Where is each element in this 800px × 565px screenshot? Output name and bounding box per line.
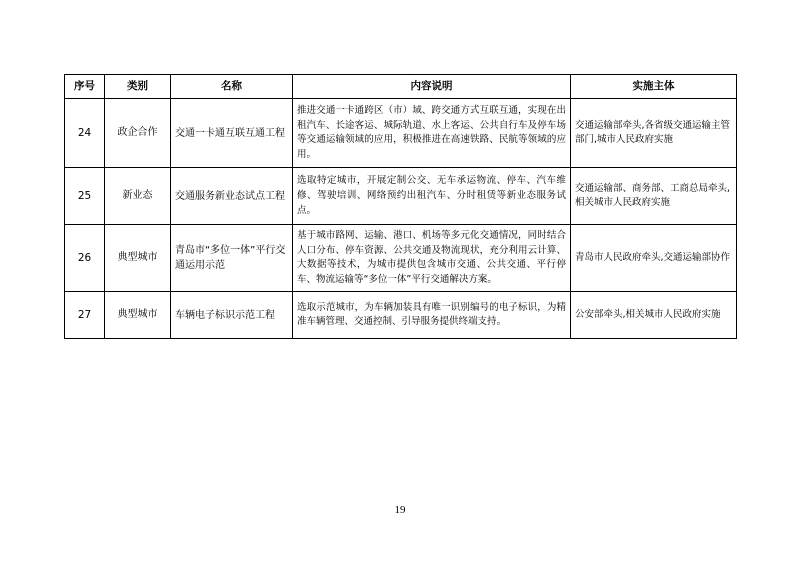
cell-implementing-body: 公安部牵头,相关城市人民政府实施 [571, 292, 737, 339]
cell-name: 交通服务新业态试点工程 [171, 168, 293, 225]
table-row [65, 225, 737, 292]
cell-description: 选取示范城市，为车辆加装具有唯一识别编号的电子标识，为精准车辆管理、交通控制、引导服务提供终端支持。 [293, 292, 571, 339]
cell-description: 基于城市路网、运输、港口、机场等多元化交通情况，同时结合人口分布、停车资源、公共交通及物流现状，充分利用云计算、大数据等技术，为城市提供包含城市交通、公共交通、平行停车、物流运输等“多位一体”平行交通解决方案。 [293, 225, 571, 292]
cell-description: 选取特定城市，开展定制公交、无车承运物流、停车、汽车维修、驾驶培训、网络预约出租汽车、分时租赁等新业态服务试点。 [293, 168, 571, 225]
header-cell-description: 内容说明 [293, 75, 571, 99]
table-row [65, 168, 737, 225]
cell-implementing-body: 青岛市人民政府牵头,交通运输部协作 [571, 225, 737, 292]
cell-category: 政企合作 [105, 99, 171, 168]
cell-implementing-body: 交通运输部牵头,各省级交通运输主管部门,城市人民政府实施 [571, 99, 737, 168]
cell-description: 推进交通一卡通跨区（市）域、跨交通方式互联互通，实现在出租汽车、长途客运、城际轨道、水上客运、公共自行车及停车场等交通运输领域的应用，积极推进在高速铁路、民航等领域的应用。 [293, 99, 571, 168]
cell-name: 交通一卡通互联互通工程 [171, 99, 293, 168]
cell-category: 典型城市 [105, 292, 171, 339]
table-row [65, 292, 737, 339]
cell-category: 典型城市 [105, 225, 171, 292]
header-cell-name: 名称 [171, 75, 293, 99]
cell-seq: 24 [65, 99, 105, 168]
cell-category: 新业态 [105, 168, 171, 225]
cell-name: 青岛市“多位一体”平行交通运用示范 [171, 225, 293, 292]
header-cell-category: 类别 [105, 75, 171, 99]
cell-seq: 25 [65, 168, 105, 225]
table-header-row [65, 75, 737, 99]
table-row [65, 99, 737, 168]
cell-seq: 26 [65, 225, 105, 292]
policy-table [64, 74, 737, 339]
cell-seq: 27 [65, 292, 105, 339]
header-cell-seq: 序号 [65, 75, 105, 99]
cell-name: 车辆电子标识示范工程 [171, 292, 293, 339]
page-number: 19 [394, 504, 406, 516]
cell-implementing-body: 交通运输部、商务部、工商总局牵头,相关城市人民政府实施 [571, 168, 737, 225]
header-cell-body: 实施主体 [571, 75, 737, 99]
